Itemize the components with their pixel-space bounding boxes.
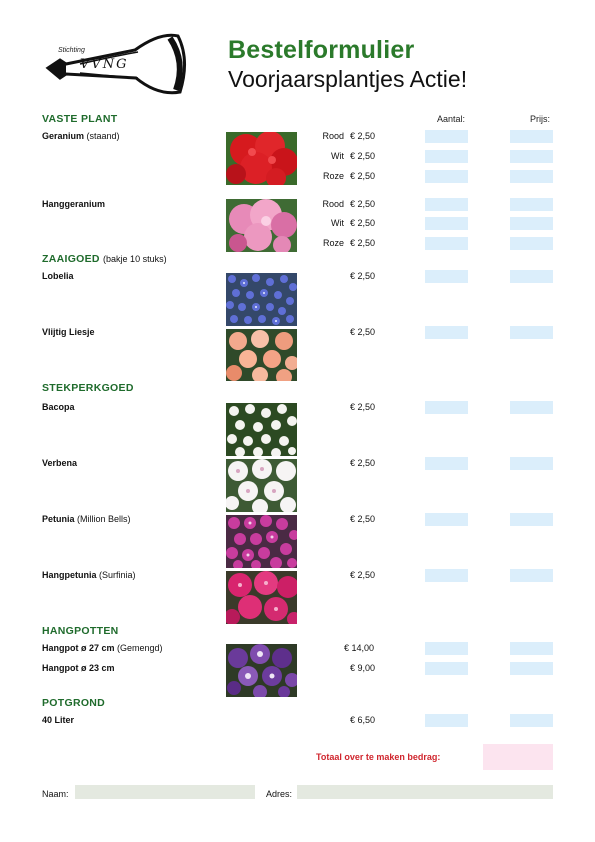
naam-label: Naam: [42, 789, 69, 799]
product-geranium [42, 131, 120, 141]
qty-input-hangpetunia[interactable] [425, 569, 468, 582]
section-title: ZAAIGOED [42, 253, 100, 265]
product-note: (Million Bells) [77, 514, 131, 524]
page-subtitle: Voorjaarsplantjes Actie! [228, 66, 468, 92]
white-verbena-photo [226, 459, 297, 512]
blue-lobelia-photo [226, 273, 297, 326]
prijs-input-geranium-rood[interactable] [510, 130, 553, 143]
product-price: € 14,00 [344, 643, 375, 653]
qty-input-vlijtig-liesje[interactable] [425, 326, 468, 339]
product-note: (staand) [86, 131, 120, 141]
prijs-input-bacopa[interactable] [510, 401, 553, 414]
variant-price: € 2,50 [350, 218, 376, 228]
naam-input[interactable] [75, 785, 255, 799]
prijs-input-hangpot-23[interactable] [510, 662, 553, 675]
product-note: (Surfinia) [99, 570, 136, 580]
product-hangpot-27 [42, 643, 163, 653]
section-title: POTGROND [42, 697, 106, 709]
logo-vvng: VVNG [80, 57, 129, 72]
variant-color: Wit [331, 218, 344, 228]
variant-price: € 2,50 [350, 131, 376, 141]
product-name: Hangpot ø 23 cm [42, 663, 115, 673]
product-price: € 9,00 [350, 663, 376, 673]
variant-color: Rood [322, 199, 344, 209]
qty-input-lobelia[interactable] [425, 270, 468, 283]
product-lobelia [42, 271, 74, 281]
section-title: STEKPERKGOED [42, 382, 134, 394]
product-name: Verbena [42, 458, 78, 468]
section-title: VASTE PLANT [42, 113, 118, 125]
purple-hangpot-photo [226, 644, 297, 697]
product-hangpetunia [42, 570, 136, 580]
pink-geranium-photo [226, 199, 297, 252]
qty-input-hangpot-27[interactable] [425, 642, 468, 655]
product-bacopa [42, 402, 75, 412]
prijs-input-verbena[interactable] [510, 457, 553, 470]
white-bacopa-photo [226, 403, 297, 456]
product-price: € 2,50 [350, 514, 376, 524]
product-price: € 2,50 [350, 458, 376, 468]
product-name: Vlijtig Liesje [42, 327, 95, 337]
total-amount-input[interactable] [483, 744, 553, 770]
prijs-input-lobelia[interactable] [510, 270, 553, 283]
section-stekperkgoed [42, 382, 134, 394]
product-name: Hangpot ø 27 cm [42, 643, 115, 653]
column-header-prijs: Prijs: [530, 114, 550, 124]
section-hangpotten [42, 625, 119, 637]
product-name: Petunia [42, 514, 75, 524]
product-petunia [42, 514, 131, 524]
qty-input-hanggeranium-wit[interactable] [425, 217, 468, 230]
prijs-input-hangpetunia[interactable] [510, 569, 553, 582]
pink-petunia-photo [226, 515, 297, 568]
variant-price: € 2,50 [350, 199, 376, 209]
prijs-input-potgrond-40[interactable] [510, 714, 553, 727]
product-price: € 6,50 [350, 715, 376, 725]
qty-input-potgrond-40[interactable] [425, 714, 468, 727]
qty-input-geranium-roze[interactable] [425, 170, 468, 183]
section-vaste-plant [42, 113, 117, 125]
prijs-input-vlijtig-liesje[interactable] [510, 326, 553, 339]
prijs-input-hangpot-27[interactable] [510, 642, 553, 655]
qty-input-geranium-wit[interactable] [425, 150, 468, 163]
product-name: Bacopa [42, 402, 75, 412]
product-name: Geranium [42, 131, 85, 141]
total-label: Totaal over te maken bedrag: [316, 752, 441, 762]
prijs-input-petunia[interactable] [510, 513, 553, 526]
prijs-input-hanggeranium-rood[interactable] [510, 198, 553, 211]
product-price: € 2,50 [350, 327, 376, 337]
product-name: 40 Liter [42, 715, 75, 725]
page-title: Bestelformulier [228, 36, 415, 64]
variant-color: Roze [322, 238, 344, 248]
prijs-input-hanggeranium-wit[interactable] [510, 217, 553, 230]
impatiens-photo [226, 329, 297, 381]
product-price: € 2,50 [350, 271, 376, 281]
prijs-input-hanggeranium-roze[interactable] [510, 237, 553, 250]
product-hanggeranium [42, 199, 105, 209]
variant-price: € 2,50 [350, 238, 376, 248]
variant-color: Roze [322, 171, 344, 181]
qty-input-hanggeranium-rood[interactable] [425, 198, 468, 211]
product-price: € 2,50 [350, 402, 376, 412]
section-potgrond [42, 697, 105, 709]
column-header-aantal: Aantal: [437, 114, 466, 124]
prijs-input-geranium-roze[interactable] [510, 170, 553, 183]
product-vlijtig-liesje [42, 327, 95, 337]
product-note: (Gemengd) [117, 643, 163, 653]
logo-stichting: Stichting [58, 47, 85, 54]
product-price: € 2,50 [350, 570, 376, 580]
qty-input-petunia[interactable] [425, 513, 468, 526]
section-note: (bakje 10 stuks) [103, 254, 167, 264]
qty-input-hangpot-23[interactable] [425, 662, 468, 675]
product-name: Hanggeranium [42, 199, 106, 209]
magenta-surfinia-photo [226, 571, 297, 624]
qty-input-hanggeranium-roze[interactable] [425, 237, 468, 250]
variant-price: € 2,50 [350, 151, 376, 161]
product-hangpot-23 [42, 663, 115, 673]
product-verbena [42, 458, 77, 468]
section-title: HANGPOTTEN [42, 625, 119, 637]
product-name: Lobelia [42, 271, 74, 281]
product-name: Hangpetunia [42, 570, 97, 580]
variant-color: Rood [322, 131, 344, 141]
product-potgrond-40 [42, 715, 74, 725]
variant-color: Wit [331, 151, 344, 161]
adres-input[interactable] [297, 785, 553, 799]
prijs-input-geranium-wit[interactable] [510, 150, 553, 163]
red-geranium-photo [226, 132, 297, 185]
section-zaaigoed [42, 253, 167, 265]
qty-input-verbena[interactable] [425, 457, 468, 470]
qty-input-geranium-rood[interactable] [425, 130, 468, 143]
variant-price: € 2,50 [350, 171, 376, 181]
adres-label: Adres: [266, 789, 293, 799]
qty-input-bacopa[interactable] [425, 401, 468, 414]
